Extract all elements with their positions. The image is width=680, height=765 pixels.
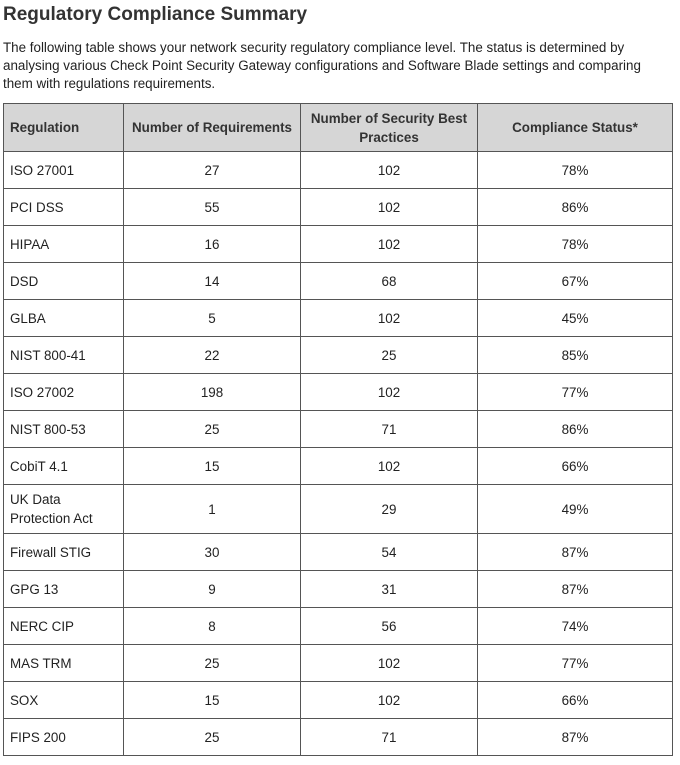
best-practices-cell: 31 bbox=[301, 571, 478, 608]
requirements-cell: 14 bbox=[124, 263, 301, 300]
table-row bbox=[4, 571, 673, 608]
header-regulation: Regulation bbox=[4, 104, 124, 152]
compliance-summary-section bbox=[0, 0, 680, 93]
requirements-cell: 27 bbox=[124, 152, 301, 189]
table-header bbox=[4, 104, 673, 152]
requirements-cell: 22 bbox=[124, 337, 301, 374]
table-row bbox=[4, 152, 673, 189]
compliance-status-cell: 66% bbox=[478, 682, 673, 719]
requirements-cell: 15 bbox=[124, 682, 301, 719]
compliance-status-cell: 45% bbox=[478, 300, 673, 337]
regulation-cell: GPG 13 bbox=[4, 571, 124, 608]
table-row bbox=[4, 645, 673, 682]
table-row bbox=[4, 448, 673, 485]
header-compliance-status: Compliance Status* bbox=[478, 104, 673, 152]
regulation-cell: MAS TRM bbox=[4, 645, 124, 682]
regulation-cell: FIPS 200 bbox=[4, 719, 124, 756]
regulation-cell: SOX bbox=[4, 682, 124, 719]
table-row bbox=[4, 608, 673, 645]
best-practices-cell: 68 bbox=[301, 263, 478, 300]
requirements-cell: 55 bbox=[124, 189, 301, 226]
best-practices-cell: 29 bbox=[301, 485, 478, 534]
table-row bbox=[4, 719, 673, 756]
requirements-cell: 25 bbox=[124, 719, 301, 756]
regulation-cell: ISO 27001 bbox=[4, 152, 124, 189]
best-practices-cell: 71 bbox=[301, 411, 478, 448]
requirements-cell: 16 bbox=[124, 226, 301, 263]
compliance-status-cell: 74% bbox=[478, 608, 673, 645]
table-row bbox=[4, 485, 673, 534]
best-practices-cell: 102 bbox=[301, 374, 478, 411]
table-row bbox=[4, 189, 673, 226]
best-practices-cell: 71 bbox=[301, 719, 478, 756]
compliance-status-cell: 86% bbox=[478, 189, 673, 226]
compliance-status-cell: 77% bbox=[478, 374, 673, 411]
regulation-cell: NIST 800-53 bbox=[4, 411, 124, 448]
best-practices-cell: 102 bbox=[301, 682, 478, 719]
best-practices-cell: 102 bbox=[301, 189, 478, 226]
best-practices-cell: 54 bbox=[301, 534, 478, 571]
regulation-cell: Firewall STIG bbox=[4, 534, 124, 571]
compliance-status-cell: 67% bbox=[478, 263, 673, 300]
best-practices-cell: 56 bbox=[301, 608, 478, 645]
best-practices-cell: 102 bbox=[301, 152, 478, 189]
table-row bbox=[4, 337, 673, 374]
requirements-cell: 1 bbox=[124, 485, 301, 534]
header-number-of-requirements: Number of Requirements bbox=[124, 104, 301, 152]
regulation-cell: NERC CIP bbox=[4, 608, 124, 645]
table-row bbox=[4, 263, 673, 300]
compliance-status-cell: 77% bbox=[478, 645, 673, 682]
compliance-status-cell: 85% bbox=[478, 337, 673, 374]
description-text: The following table shows your network security regulatory compliance level. The status is determined by analysing various Check Point Security Gateway configurations and Software Blade settings and comparing them with regulations requirements. bbox=[3, 40, 641, 91]
table-row bbox=[4, 411, 673, 448]
compliance-status-cell: 86% bbox=[478, 411, 673, 448]
requirements-cell: 15 bbox=[124, 448, 301, 485]
table-body bbox=[4, 152, 673, 756]
requirements-cell: 25 bbox=[124, 645, 301, 682]
compliance-status-cell: 78% bbox=[478, 152, 673, 189]
table-row bbox=[4, 374, 673, 411]
header-number-of-best-practices: Number of Security Best Practices bbox=[301, 104, 478, 152]
compliance-status-cell: 87% bbox=[478, 534, 673, 571]
compliance-table bbox=[3, 103, 673, 756]
table-row bbox=[4, 534, 673, 571]
regulation-cell: CobiT 4.1 bbox=[4, 448, 124, 485]
regulation-cell: DSD bbox=[4, 263, 124, 300]
best-practices-cell: 102 bbox=[301, 226, 478, 263]
best-practices-cell: 102 bbox=[301, 448, 478, 485]
requirements-cell: 198 bbox=[124, 374, 301, 411]
regulation-cell: HIPAA bbox=[4, 226, 124, 263]
compliance-status-cell: 49% bbox=[478, 485, 673, 534]
requirements-cell: 5 bbox=[124, 300, 301, 337]
best-practices-cell: 102 bbox=[301, 645, 478, 682]
page-title: Regulatory Compliance Summary bbox=[3, 4, 308, 25]
requirements-cell: 25 bbox=[124, 411, 301, 448]
best-practices-cell: 25 bbox=[301, 337, 478, 374]
table-row bbox=[4, 226, 673, 263]
header-row bbox=[4, 104, 673, 152]
regulation-cell: PCI DSS bbox=[4, 189, 124, 226]
regulation-cell: UK Data Protection Act bbox=[4, 485, 124, 534]
compliance-status-cell: 78% bbox=[478, 226, 673, 263]
compliance-status-cell: 87% bbox=[478, 571, 673, 608]
regulation-cell: GLBA bbox=[4, 300, 124, 337]
requirements-cell: 8 bbox=[124, 608, 301, 645]
requirements-cell: 30 bbox=[124, 534, 301, 571]
compliance-status-cell: 87% bbox=[478, 719, 673, 756]
regulation-cell: ISO 27002 bbox=[4, 374, 124, 411]
requirements-cell: 9 bbox=[124, 571, 301, 608]
best-practices-cell: 102 bbox=[301, 300, 478, 337]
regulation-cell: NIST 800-41 bbox=[4, 337, 124, 374]
compliance-status-cell: 66% bbox=[478, 448, 673, 485]
table-row bbox=[4, 300, 673, 337]
table-row bbox=[4, 682, 673, 719]
